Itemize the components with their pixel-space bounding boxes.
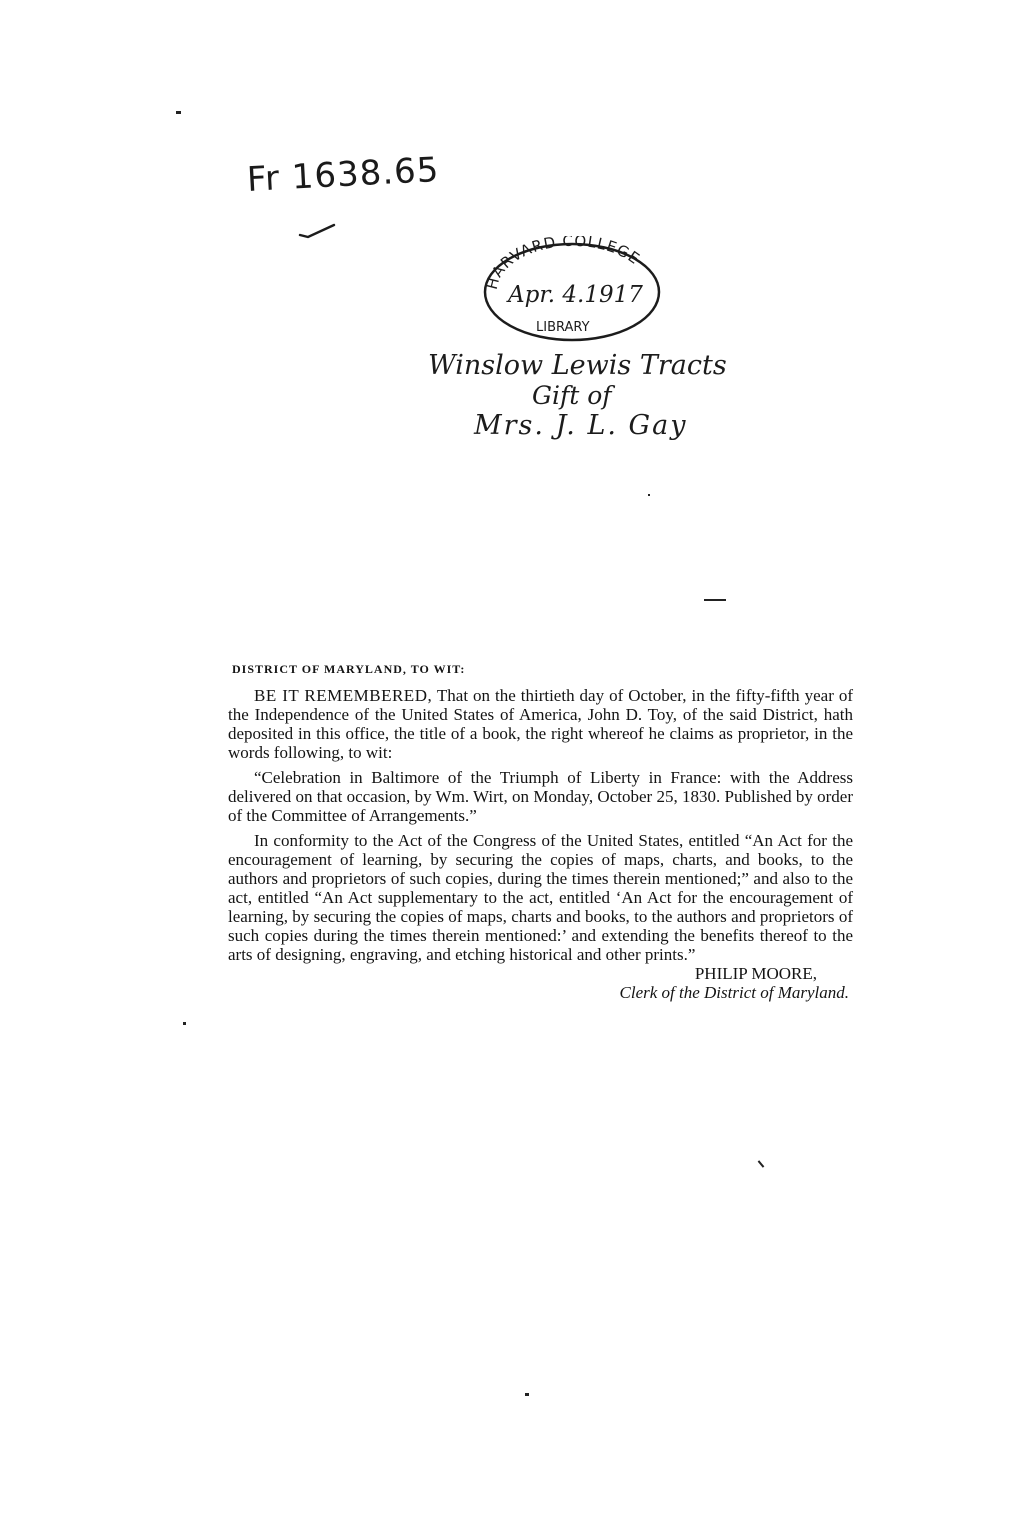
inscription-line-2: Gift of — [532, 381, 612, 410]
margin-mark — [525, 1393, 529, 1396]
margin-mark — [648, 494, 650, 496]
stamp-bottom-text: LIBRARY — [536, 320, 590, 335]
copyright-notice — [228, 660, 853, 1002]
inscription-line-1: Winslow Lewis Tracts — [428, 350, 727, 381]
remembered-paragraph — [228, 686, 853, 762]
stamp-top-text: HARVARD COLLEGE — [482, 236, 644, 292]
call-number: Fr 1638.65 — [246, 149, 441, 200]
conformity-paragraph: In conformity to the Act of the Congress of the United States, entitled “An Act for the encouragement of learning, by securing the copies of maps, charts, and books, to the authors and proprietors of such copies, during the times therein mentioned;” and also to the act, entitled “An Act supplementary to the act, entitled ‘An Act for the encouragement of learning, by securing the copies of maps, charts and books, to the authors and proprietors of such copies during the times therein mentioned:’ and extending the benefits thereof to the arts of designing, engraving, and etching historical and other prints.” — [228, 831, 853, 964]
inscription-line-3: Mrs. J. L. Gay — [474, 410, 688, 441]
margin-mark — [704, 599, 726, 601]
margin-mark — [758, 1160, 765, 1167]
signer-title: Clerk of the District of Maryland. — [619, 983, 849, 1002]
book-title-quote: “Celebration in Baltimore of the Triumph of Liberty in France: with the Address delivered on that occasion, by Wm. Wirt, on Monday, October 25, 1830. Published by order of the Committee of Arrangements.” — [228, 768, 853, 825]
district-heading: DISTRICT OF MARYLAND, TO WIT: — [232, 662, 466, 676]
check-mark-icon — [298, 222, 338, 242]
margin-mark — [176, 111, 181, 114]
remembered-body: That on the thirtieth day of October, in the fifty-fifth year of the Independence of the United States of America, John D. Toy, of the said District, hath deposited in this office, the title of a book, the right whereof he claims as proprietor, in the words following, to wit: — [228, 686, 853, 762]
signer-name: PHILIP MOORE, — [694, 964, 817, 983]
margin-mark — [183, 1022, 186, 1025]
remembered-lead: BE IT REMEMBERED, — [254, 686, 433, 705]
library-stamp — [480, 236, 665, 349]
stamp-date: Apr. 4.1917 — [508, 282, 643, 308]
